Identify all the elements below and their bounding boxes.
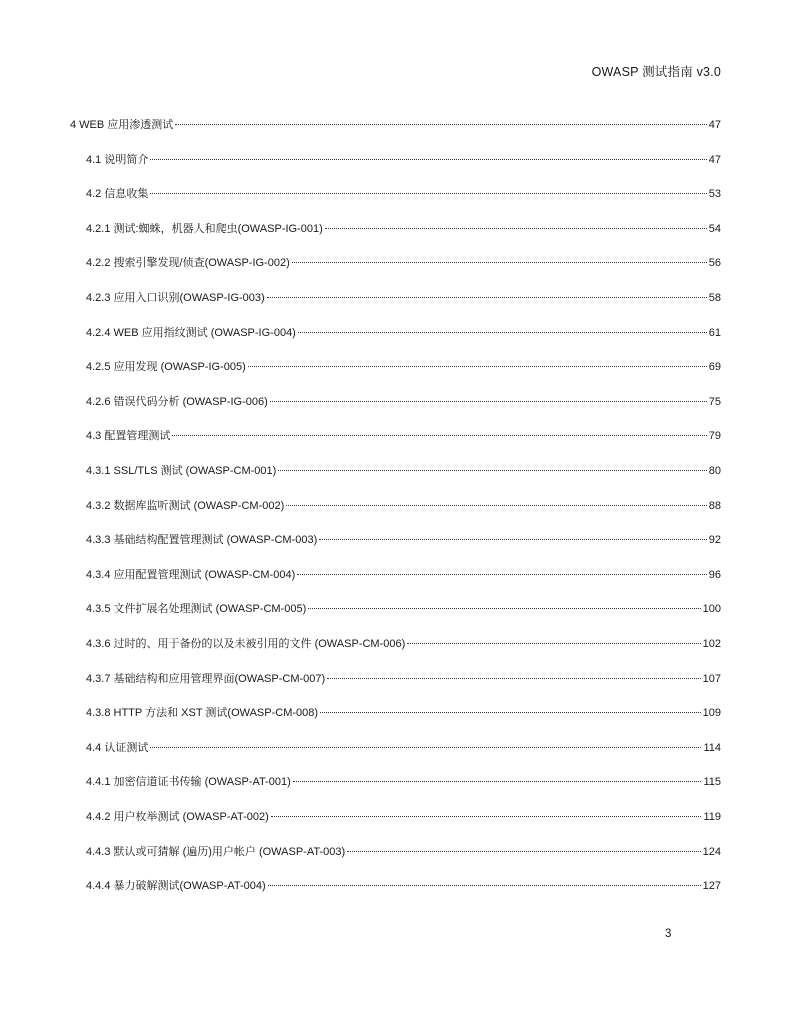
toc-entry-page: 58 bbox=[708, 292, 721, 304]
toc-dot-leader bbox=[319, 539, 707, 540]
toc-dot-leader bbox=[172, 435, 706, 436]
toc-dot-leader bbox=[150, 747, 701, 748]
toc-entry-title: 4.3.1 SSL/TLS 测试 (OWASP-CM-001) bbox=[86, 465, 277, 477]
toc-entry[interactable] bbox=[86, 186, 721, 202]
toc-entry-page: 100 bbox=[702, 603, 721, 616]
toc-entry[interactable] bbox=[86, 221, 721, 237]
toc-entry[interactable] bbox=[70, 117, 721, 133]
toc-entry[interactable] bbox=[86, 740, 721, 756]
toc-dot-leader bbox=[175, 124, 706, 125]
toc-entry-title: 4.3.5 文件扩展名处理测试 (OWASP-CM-005) bbox=[86, 603, 307, 616]
toc-entry-page: 88 bbox=[708, 499, 721, 512]
toc-dot-leader bbox=[293, 781, 702, 782]
toc-entry-title: 4.3.2 数据库监听测试 (OWASP-CM-002) bbox=[86, 499, 285, 512]
toc-dot-leader bbox=[278, 470, 706, 471]
toc-entry-title: 4.4.4 暴力破解测试(OWASP-AT-004) bbox=[86, 880, 266, 893]
toc-entry[interactable] bbox=[86, 878, 721, 894]
toc-dot-leader bbox=[298, 332, 707, 333]
toc-entry[interactable] bbox=[86, 325, 721, 341]
toc-entry[interactable] bbox=[86, 601, 721, 617]
toc-entry-title: 4.2.1 测试:蜘蛛，机器人和爬虫(OWASP-IG-001) bbox=[86, 222, 323, 235]
toc-entry-title: 4.2.4 WEB 应用指纹测试 (OWASP-IG-004) bbox=[86, 326, 296, 339]
toc-entry-title: 4.2 信息收集 bbox=[86, 188, 149, 201]
toc-dot-leader bbox=[248, 366, 707, 367]
toc-dot-leader bbox=[270, 401, 707, 402]
toc-entry[interactable] bbox=[86, 255, 721, 271]
toc-entry-page: 102 bbox=[702, 638, 721, 650]
toc-entry-page: 69 bbox=[708, 361, 721, 374]
toc-dot-leader bbox=[268, 885, 701, 886]
toc-entry-page: 127 bbox=[702, 880, 721, 893]
toc-dot-leader bbox=[308, 608, 700, 609]
toc-entry-title: 4.4.3 默认或可猜解 (遍历)用户帐户 (OWASP-AT-003) bbox=[86, 845, 346, 858]
toc-entry-page: 119 bbox=[703, 811, 721, 823]
toc-entry[interactable] bbox=[86, 705, 721, 721]
toc-entry-page: 124 bbox=[702, 845, 721, 858]
toc-dot-leader bbox=[150, 193, 706, 194]
toc-entry[interactable] bbox=[86, 152, 721, 168]
toc-dot-leader bbox=[327, 678, 700, 679]
toc-entry[interactable] bbox=[86, 290, 721, 306]
toc-entry-title: 4.2.2 搜索引擎发现/侦查(OWASP-IG-002) bbox=[86, 257, 290, 270]
toc-entry-title: 4.1 说明简介 bbox=[86, 153, 149, 166]
toc-dot-leader bbox=[150, 159, 706, 160]
toc-entry-page: 96 bbox=[708, 568, 721, 581]
toc-entry-title: 4.3.3 基础结构配置管理测试 (OWASP-CM-003) bbox=[86, 534, 318, 547]
toc-entry-title: 4.4 认证测试 bbox=[86, 741, 149, 754]
toc-dot-leader bbox=[297, 574, 707, 575]
toc-entry[interactable] bbox=[86, 359, 721, 375]
toc-entry[interactable] bbox=[86, 428, 721, 444]
toc-entry-title: 4.3.7 基础结构和应用管理界面(OWASP-CM-007) bbox=[86, 672, 326, 685]
toc-entry[interactable] bbox=[86, 498, 721, 514]
toc-entry[interactable] bbox=[86, 532, 721, 548]
toc-entry[interactable] bbox=[86, 809, 721, 825]
toc-dot-leader bbox=[325, 228, 707, 229]
toc-entry-title: 4 WEB 应用渗透测试 bbox=[70, 119, 174, 131]
toc-entry[interactable] bbox=[86, 844, 721, 860]
toc-entry-title: 4.4.2 用户枚举测试 (OWASP-AT-002) bbox=[86, 811, 269, 823]
toc-entry-title: 4.3 配置管理测试 bbox=[86, 430, 171, 443]
toc-dot-leader bbox=[267, 297, 707, 298]
toc-entry-page: 80 bbox=[708, 465, 721, 477]
toc-dot-leader bbox=[347, 851, 701, 852]
toc-entry-page: 47 bbox=[708, 153, 721, 166]
toc-entry-title: 4.3.6 过时的、用于备份的以及未被引用的文件 (OWASP-CM-006) bbox=[86, 638, 406, 650]
toc-entry-title: 4.2.5 应用发现 (OWASP-IG-005) bbox=[86, 361, 246, 374]
toc-entry-title: 4.3.8 HTTP 方法和 XST 测试(OWASP-CM-008) bbox=[86, 707, 319, 720]
toc-entry-page: 109 bbox=[702, 707, 721, 720]
toc-dot-leader bbox=[320, 712, 701, 713]
toc-entry[interactable] bbox=[86, 463, 721, 479]
toc-entry-page: 56 bbox=[708, 257, 721, 270]
toc-entry-page: 114 bbox=[703, 741, 721, 754]
toc-entry[interactable] bbox=[86, 567, 721, 583]
toc-entry[interactable] bbox=[86, 671, 721, 687]
toc-entry-page: 115 bbox=[703, 776, 721, 789]
toc-entry-page: 61 bbox=[708, 326, 721, 339]
toc-entry-page: 92 bbox=[708, 534, 721, 547]
toc-entry[interactable] bbox=[86, 636, 721, 652]
toc-entry-page: 47 bbox=[708, 119, 721, 131]
toc-entry-page: 79 bbox=[708, 430, 721, 443]
toc-dot-leader bbox=[292, 262, 707, 263]
page-number: 3 bbox=[665, 928, 672, 940]
toc-entry[interactable] bbox=[86, 774, 721, 790]
toc-entry-page: 54 bbox=[708, 222, 721, 235]
toc-entry-page: 107 bbox=[702, 672, 721, 685]
running-header: OWASP 测试指南 v3.0 bbox=[591, 65, 721, 79]
toc-entry-title: 4.4.1 加密信道证书传输 (OWASP-AT-001) bbox=[86, 776, 291, 789]
toc-dot-leader bbox=[407, 643, 700, 644]
toc-entry-title: 4.3.4 应用配置管理测试 (OWASP-CM-004) bbox=[86, 568, 296, 581]
toc-entry-page: 53 bbox=[708, 188, 721, 201]
toc-dot-leader bbox=[286, 505, 707, 506]
toc-entry[interactable] bbox=[86, 394, 721, 410]
toc-dot-leader bbox=[271, 816, 702, 817]
toc-entry-title: 4.2.6 错误代码分析 (OWASP-IG-006) bbox=[86, 395, 268, 408]
toc-entry-page: 75 bbox=[708, 395, 721, 408]
toc-entry-title: 4.2.3 应用入口识别(OWASP-IG-003) bbox=[86, 292, 265, 304]
